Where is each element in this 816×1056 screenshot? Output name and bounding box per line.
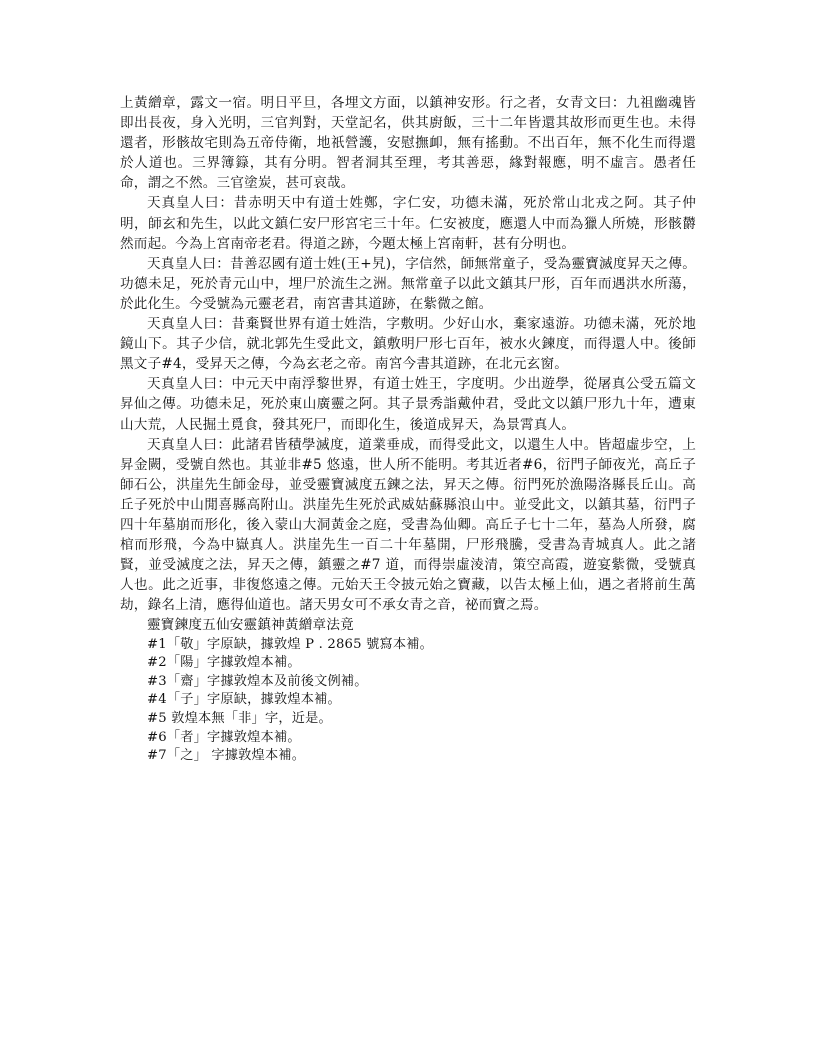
body-paragraph-2: 天真皇人曰：昔赤明天中有道士姓鄭，字仁安，功德未滿，死於常山北戎之阿。其子仲明，師玄和先生，以此文鎮仁安尸形宮宅三十年。仁安被度，應還人中而為獵人所燒，形骸欝然而起。今為上宮南帝老君。得道之跡，今題太極上宮南軒，甚有分明也。 — [120, 195, 696, 252]
body-paragraph-5: 天真皇人曰：中元天中南浮黎世界，有道士姓王，字度明。少出遊學，從屠真公受五篇文昇仙之傳。功德未足，死於東山廣靈之阿。其子景秀詣戴仲君，受此文以鎮尸形九十年，遭東山大荒，人民掘土覓食，發其死尸，而即化生，後道成昇天，為景霄真人。 — [120, 376, 696, 433]
document-page — [120, 93, 696, 766]
footnote-3: #3「齋」字據敦煌本及前後文例補。 — [147, 673, 368, 689]
footnote-1: #1「敬」字原缺，據敦煌 P . 2865 號寫本補。 — [147, 636, 434, 652]
body-paragraph-1: 上黃繒章，露文一宿。明日平旦，各埋文方面，以鎮神安形。行之者，女青文曰：九祖幽魂皆即出長夜，身入光明，三官判對，天堂記名，供其廚飯，三十二年皆還其故形而更生也。未得還者，形骸故宅則為五帝侍衛，地祇營護，安慰撫卹，無有搖動。不出百年，無不化生而得還於人道也。三界簿籙，其有分明。智者洞其至理，考其善惡，緣對報應，明不虛言。愚者任命，謂之不然。三官塗炭，甚可哀哉。 — [120, 95, 696, 192]
body-paragraph-4: 天真皇人曰：昔棄賢世界有道士姓浩，字敷明。少好山水，棄家遠游。功德未滿，死於地鏡山下。其子少信，就北郭先生受此文，鎮敷明尸形七百年，被水火鍊度，而得還人中。後師黑文子#4，受昇天之傳，今為玄老之帝。南宮今書其道跡，在北元玄窗。 — [120, 316, 696, 373]
footnotes-list — [120, 636, 696, 766]
footnote-5: #5 敦煌本無「非」字，近是。 — [147, 710, 332, 726]
footnote-6: #6「者」字據敦煌本補。 — [147, 729, 301, 745]
footnote-2: #2「陽」字據敦煌本補。 — [147, 655, 301, 671]
footnote-7: #7「之」 字據敦煌本補。 — [147, 748, 306, 764]
footnote-4: #4「子」字原缺，據敦煌本補。 — [147, 692, 341, 708]
body-paragraph-6: 天真皇人曰：此諸君皆積學滅度，道業垂成，而得受此文，以還生人中。皆超虛步空，上昇金闕，受號自然也。其並非#5 悠遠，世人所不能明。考其近者#6，衍門子師夜光，高丘子師石公，洪崖先生師金母，並受靈寶滅度五鍊之法，昇天之傳。衍門死於漁陽洛縣長丘山。高丘子死於中山閒喜縣高附山。洪崖先生死於武威姑蘇縣浪山中。並受此文，以鎮其墓，衍門子四十年墓崩而形化，後入蒙山大洞黃金之庭，受書為仙卿。高丘子七十二年，墓為人所發，腐棺而形飛，今為中嶽真人。洪崖先生一百二十年墓開，尸形飛騰，受書為青城真人。此之諸賢，並受滅度之法，昇天之傳，鎮靈之#7 道，而得崇虛淩清，策空高霞，遊宴紫微，受號真人也。此之近事，非復悠遠之傳。元始天王令披元始之寶藏，以告太極上仙，遇之者將前生萬劫，錄名上清，應得仙道也。諸天男女可不承女青之音，祕而寶之焉。 — [120, 436, 696, 614]
body-paragraph-3: 天真皇人曰：昔善忍國有道士姓(王+旯)，字信然，師無常童子，受為靈寶滅度昇天之傳。功德未足，死於青元山中，埋尸於流生之洲。無常童子以此文鎮其尸形，百年而遇洪水所蕩，於此化生。今受號為元靈老君，南宮書其道跡，在紫微之館。 — [120, 255, 696, 312]
section-end-heading: 靈寶鍊度五仙安靈鎮神黃繒章法竟 — [147, 617, 354, 634]
